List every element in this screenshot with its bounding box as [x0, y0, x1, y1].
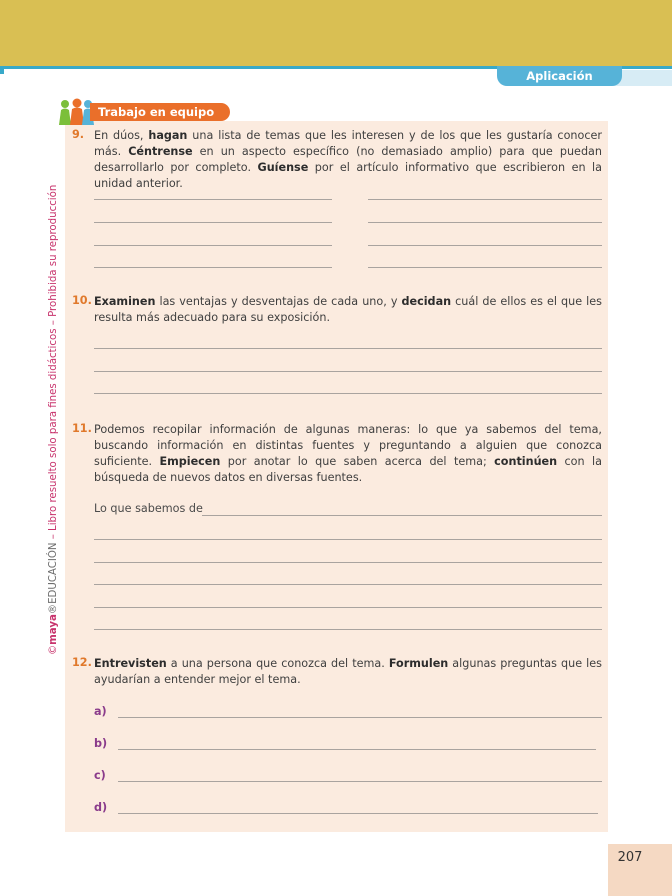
question-text-run: cuál de ellos es el que les resulta más adecuado para su exposición.: [94, 295, 602, 324]
answer-line-b[interactable]: [118, 749, 596, 750]
bold-verb: decidan: [401, 295, 452, 308]
bold-verb: Entrevisten: [94, 657, 167, 670]
question-text-run: por anotar lo que saben acerca del tema;: [220, 455, 495, 468]
question-12-text: [94, 656, 602, 688]
bold-verb: continúen: [494, 455, 558, 468]
answer-line[interactable]: [94, 607, 602, 608]
answer-line[interactable]: [94, 267, 332, 268]
question-9-number: 9.: [72, 128, 85, 141]
answer-line[interactable]: [94, 584, 602, 585]
team-work-tab: Trabajo en equipo: [90, 103, 230, 121]
answer-line[interactable]: [94, 199, 332, 200]
answer-line-a[interactable]: [118, 717, 602, 718]
answer-line-d[interactable]: [118, 813, 598, 814]
top-color-band: [0, 0, 672, 66]
question-text-run: con la búsqueda de nuevos datos en diversas fuentes.: [94, 455, 602, 484]
answer-line[interactable]: [94, 393, 602, 394]
answer-line[interactable]: [94, 371, 602, 372]
header-rule-tick: [0, 66, 4, 74]
question-text-run: una lista de temas que les interesen y de los que les gustaría conocer más.: [94, 129, 602, 158]
answer-line[interactable]: [94, 245, 332, 246]
answer-line[interactable]: [94, 562, 602, 563]
bold-verb: Examinen: [94, 295, 156, 308]
page-number: 207: [617, 850, 643, 865]
answer-line[interactable]: [368, 199, 602, 200]
question-text-run: las ventajas y desventajas de cada uno, y: [155, 295, 402, 308]
brand-name: maya: [48, 614, 59, 645]
question-text-run: En dúos,: [94, 129, 149, 142]
copyright-symbol: ©: [48, 644, 59, 655]
question-11-number: 11.: [72, 422, 92, 435]
question-text-run: en un aspecto específico (no demasiado amplio) para que puedan desarrollarlo por completo.: [94, 145, 602, 174]
answer-line-c[interactable]: [118, 781, 602, 782]
brand-suffix: ®EDUCACIÓN: [48, 542, 59, 615]
answer-line[interactable]: [94, 222, 332, 223]
question-9-text: [94, 128, 602, 192]
question-12-number: 12.: [72, 656, 92, 669]
side-copyright-credit: [48, 185, 59, 655]
option-a-label: a): [94, 705, 107, 718]
question-text-run: a una persona que conozca del tema.: [166, 657, 389, 670]
question-10-text: [94, 294, 602, 326]
answer-line[interactable]: [202, 515, 602, 516]
option-d-label: d): [94, 801, 108, 814]
credit-text: – Libro resuelto solo para fines didácticos – Prohibida su reproducción: [48, 184, 59, 543]
answer-line[interactable]: [94, 348, 602, 349]
section-tab-aplicacion: Aplicación: [497, 66, 622, 86]
bold-verb: Céntrense: [128, 145, 193, 158]
question-text-run: Podemos recopilar información de algunas maneras: lo que ya sabemos del tema, buscando información en distintas fuentes y preguntando a alguien que conozca suficiente.: [94, 423, 602, 468]
answer-line[interactable]: [368, 222, 602, 223]
option-b-label: b): [94, 737, 108, 750]
bold-verb: Formulen: [388, 657, 449, 670]
bold-verb: Empiecen: [159, 455, 221, 468]
prompt-lo-que-sabemos: Lo que sabemos de: [94, 502, 203, 515]
answer-line[interactable]: [368, 267, 602, 268]
bold-verb: hagan: [148, 129, 188, 142]
answer-line[interactable]: [94, 539, 602, 540]
section-tab-tail: [614, 70, 672, 86]
option-c-label: c): [94, 769, 106, 782]
question-text-run: por el artículo informativo que escribieron en la unidad anterior.: [94, 161, 603, 190]
bold-verb: Guíense: [257, 161, 309, 174]
answer-line[interactable]: [94, 629, 602, 630]
question-text-run: algunas preguntas que les ayudarían a entender mejor el tema.: [94, 657, 602, 686]
question-11-text: [94, 422, 602, 486]
question-10-number: 10.: [72, 294, 92, 307]
answer-line[interactable]: [368, 245, 602, 246]
